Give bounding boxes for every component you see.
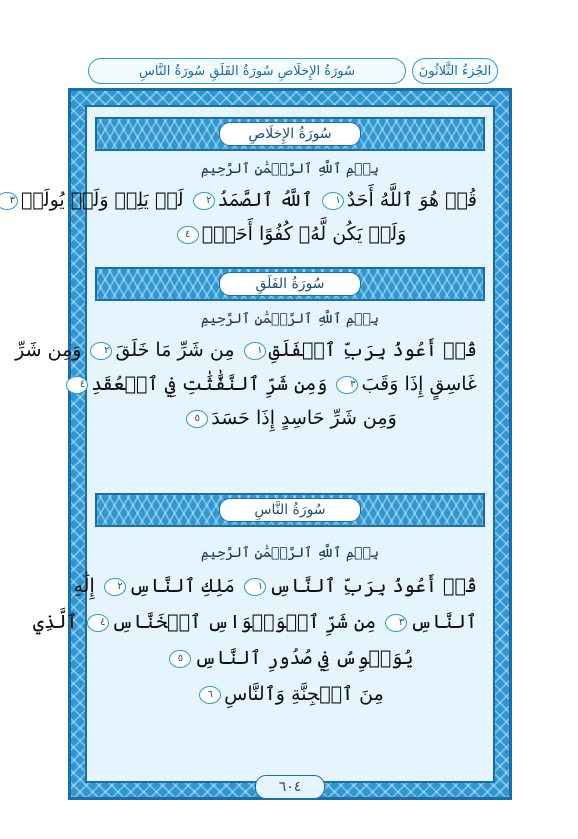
verse-text: ٱللَّهُ ٱلصَّمَدُ [217,189,313,211]
verse-text: لَمۡ يَلِدۡ وَلَمۡ يُولَدۡ [20,189,184,211]
verse-text: إِلَٰهِ [73,575,95,597]
verse-line [103,407,477,429]
verse-line [103,683,477,705]
basmala: بِسۡمِ ٱللَّهِ ٱلرَّحۡمَٰنِ ٱلرَّحِيمِ [200,311,380,327]
ayah-number: ١ [322,192,344,210]
verse-text: قُلۡ أَعُوذُ بِرَبِّ ٱلنَّاسِ [269,575,477,597]
surah-title: سُورَةُ النَّاسِ [219,498,361,522]
verse-text: ٱلَّذِي [32,611,78,633]
verse-line [103,223,477,245]
ayah-number: ٣ [385,614,407,632]
ayah-number: ٤ [87,614,109,632]
verse-text: ٱلنَّاسِ [410,611,477,633]
ayah-number: ٣ [336,376,358,394]
verse-text: قُلۡ هُوَ ٱللَّهُ أَحَدٌ [346,189,477,211]
ayah-number: ٢ [193,192,215,210]
verse-line [79,373,477,395]
verse-line [103,647,477,669]
surah-banner-nas [95,493,485,527]
surah-title: سُورَةُ الإِخلَاصِ [219,122,361,146]
ayah-number: ٤ [66,376,88,394]
basmala: بِسۡمِ ٱللَّهِ ٱلرَّحۡمَٰنِ ٱلرَّحِيمِ [200,161,380,177]
surah-banner-ikhlas [95,117,485,151]
page-header [88,58,498,84]
verse-text: مِن شَرِّ ٱلۡوَسۡوَاسِ ٱلۡخَنَّاسِ [111,611,377,633]
juz-label: الجُزءُ الثَّلاثُونَ [412,58,498,84]
verse-line [73,575,477,597]
verse-line [9,189,477,211]
verse-text: وَلَمۡ يَكُن لَّهُۥ كُفُوًا أَحَدُۢ [201,223,407,245]
surah-names-label: سُورَةُ الإِخلَاصِ سُورَةُ الفَلَقِ سُورَةُ النَّاسِ [88,58,406,84]
page-number: ٦٠٤ [255,775,325,799]
verse-line [15,339,477,361]
verse-line [32,611,477,633]
ayah-number: ٥ [169,650,191,668]
ayah-number: ٤ [177,226,199,244]
ayah-number: ٦ [199,686,221,704]
ayah-number: ١ [244,578,266,596]
ayah-number: ١ [244,342,266,360]
ayah-number: ٢ [90,342,112,360]
verse-text: مِنَ ٱلۡجِنَّةِ وَٱلنَّاسِ [224,683,384,705]
ayah-number: ٣ [0,192,18,210]
verse-text: يُوَسۡوِسُ فِي صُدُورِ ٱلنَّاسِ [194,647,414,669]
page-body [9,105,495,783]
surah-banner-falaq [95,267,485,301]
ornamental-frame [9,88,512,800]
basmala: بِسۡمِ ٱللَّهِ ٱلرَّحۡمَٰنِ ٱلرَّحِيمِ [200,545,380,561]
verse-text: وَمِن شَرِّ حَاسِدٍ إِذَا حَسَدَ [211,407,397,429]
ayah-number: ٥ [186,410,208,428]
surah-title: سُورَةُ الفَلَقِ [219,272,361,296]
verse-text: وَمِن شَرِّ ٱلنَّفَّٰثَٰتِ فِي ٱلۡعُقَدِ [91,373,328,395]
verse-text: قُلۡ أَعُوذُ بِرَبِّ ٱلۡفَلَقِ [268,339,477,361]
verse-text: وَمِن شَرِّ [15,339,82,361]
ayah-number: ٢ [104,578,126,596]
verse-text: مَلِكِ ٱلنَّاسِ [128,575,236,597]
verse-text: غَاسِقٍ إِذَا وَقَبَ [361,373,477,395]
verse-text: مِن شَرِّ مَا خَلَقَ [115,339,235,361]
